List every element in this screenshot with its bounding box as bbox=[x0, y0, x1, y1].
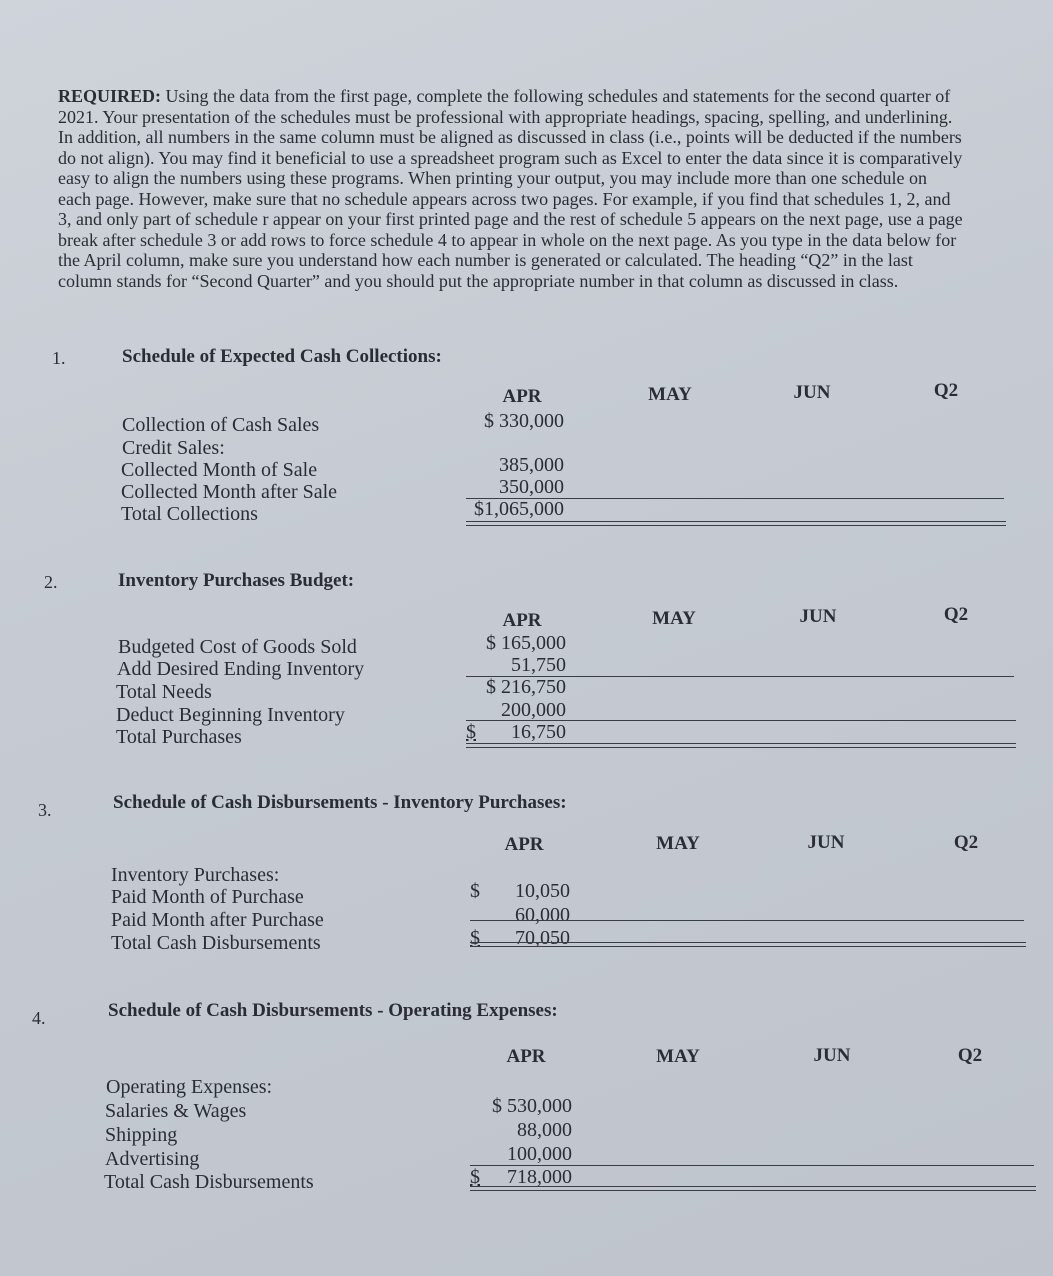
row-label: Deduct Beginning Inventory bbox=[116, 704, 345, 726]
row-value: $ 330,000 bbox=[484, 410, 564, 432]
currency-symbol: $ bbox=[466, 721, 476, 743]
column-header-apr: APR bbox=[506, 1046, 546, 1067]
currency-symbol: $ bbox=[470, 880, 480, 902]
row-label: Total Cash Disbursements bbox=[104, 1171, 314, 1193]
column-header-may: MAY bbox=[648, 384, 692, 405]
row-label: Collected Month after Sale bbox=[121, 481, 338, 503]
row-value: 200,000 bbox=[501, 699, 566, 721]
subtotal-rule bbox=[466, 720, 1016, 721]
schedule-number: 4. bbox=[32, 1008, 46, 1028]
column-header-q2: Q2 bbox=[943, 604, 969, 625]
required-label: REQUIRED: bbox=[58, 86, 162, 106]
row-label: Salaries & Wages bbox=[105, 1100, 247, 1122]
row-value: 10,050 bbox=[515, 880, 570, 902]
row-value: 100,000 bbox=[507, 1143, 572, 1165]
subtotal-rule bbox=[470, 920, 1024, 921]
column-header-apr: APR bbox=[502, 610, 542, 631]
currency-symbol: $ bbox=[470, 927, 480, 949]
row-label: Collection of Cash Sales bbox=[122, 414, 320, 436]
row-label: Collected Month of Sale bbox=[121, 459, 318, 481]
row-label: Paid Month of Purchase bbox=[111, 886, 304, 908]
instructions-paragraph bbox=[58, 86, 963, 291]
column-header-jun: JUN bbox=[807, 832, 845, 853]
row-label: Credit Sales: bbox=[122, 437, 225, 459]
schedule-number: 1. bbox=[52, 348, 66, 368]
row-value: $ 530,000 bbox=[492, 1095, 572, 1117]
column-header-q2: Q2 bbox=[933, 380, 959, 401]
total-double-rule bbox=[466, 743, 1016, 748]
row-value: 16,750 bbox=[511, 721, 566, 743]
subtotal-rule bbox=[466, 676, 1014, 677]
currency-symbol: $ bbox=[470, 1166, 480, 1188]
row-value: 718,000 bbox=[507, 1166, 572, 1188]
column-header-jun: JUN bbox=[793, 382, 831, 403]
row-value: 385,000 bbox=[499, 454, 564, 476]
instructions-text: Using the data from the first page, complete the following schedules and statements for the second quarter of 2021. Your presentation of the schedules must be professional with appropriate headings, spacing, spelling, and underlining. In addition, all numbers in the same column must be aligned as discussed in class (i.e., points will be deducted if the numbers do not align). You may find it beneficial to use a spreadsheet program such as Excel to enter the data since it is comparatively easy to align the numbers using these programs. When printing your output, you may include more than one schedule on each page. However, make sure that no schedule appears across two pages. For example, if you find that schedules 1, 2, and 3, and only part of schedule r appear on your first printed page and the rest of schedule 5 appears on the next page, use a page break after schedule 3 or add rows to force schedule 4 to appear in whole on the next page. As you type in the data below for the April column, make sure you understand how each number is generated or calculated. The heading “Q2” in the last column stands for “Second Quarter” and you should put the appropriate number in that column as discussed in class. bbox=[58, 86, 963, 291]
row-label: Total Collections bbox=[121, 503, 258, 525]
column-header-apr: APR bbox=[502, 386, 542, 407]
column-header-apr: APR bbox=[504, 834, 544, 855]
row-label: Total Needs bbox=[116, 681, 212, 703]
schedule-title: Schedule of Cash Disbursements - Operating Expenses: bbox=[108, 1000, 558, 1021]
row-label: Shipping bbox=[105, 1124, 178, 1146]
column-header-q2: Q2 bbox=[957, 1045, 983, 1066]
row-value: 70,050 bbox=[515, 927, 570, 949]
subtotal-rule bbox=[470, 1165, 1034, 1166]
row-value: 88,000 bbox=[517, 1119, 572, 1141]
row-label: Budgeted Cost of Goods Sold bbox=[118, 636, 357, 658]
total-double-rule bbox=[470, 942, 1026, 947]
row-value: 51,750 bbox=[511, 654, 566, 676]
row-label: Total Purchases bbox=[116, 726, 242, 748]
schedule-title: Schedule of Expected Cash Collections: bbox=[122, 346, 442, 367]
schedule-number: 2. bbox=[44, 572, 58, 592]
row-value: $ 216,750 bbox=[486, 676, 566, 698]
column-header-q2: Q2 bbox=[953, 832, 979, 853]
column-header-may: MAY bbox=[656, 833, 700, 854]
total-double-rule bbox=[466, 521, 1006, 526]
schedule-title: Inventory Purchases Budget: bbox=[118, 570, 355, 591]
row-value: $ 165,000 bbox=[486, 632, 566, 654]
row-label: Total Cash Disbursements bbox=[111, 932, 321, 954]
column-header-jun: JUN bbox=[813, 1045, 851, 1066]
column-header-may: MAY bbox=[656, 1046, 700, 1067]
row-label: Inventory Purchases: bbox=[111, 864, 280, 886]
schedule-title: Schedule of Cash Disbursements - Inventory Purchases: bbox=[113, 792, 567, 813]
schedule-number: 3. bbox=[38, 800, 52, 820]
row-label: Paid Month after Purchase bbox=[111, 909, 324, 931]
column-header-jun: JUN bbox=[799, 606, 837, 627]
row-value: 350,000 bbox=[499, 476, 564, 498]
subtotal-rule bbox=[466, 498, 1004, 499]
row-value: 60,000 bbox=[515, 904, 570, 926]
column-header-may: MAY bbox=[652, 608, 696, 629]
row-label: Operating Expenses: bbox=[106, 1076, 273, 1098]
row-label: Advertising bbox=[105, 1148, 200, 1170]
total-double-rule bbox=[470, 1186, 1036, 1191]
row-value: $1,065,000 bbox=[474, 498, 564, 520]
row-label: Add Desired Ending Inventory bbox=[117, 658, 365, 680]
